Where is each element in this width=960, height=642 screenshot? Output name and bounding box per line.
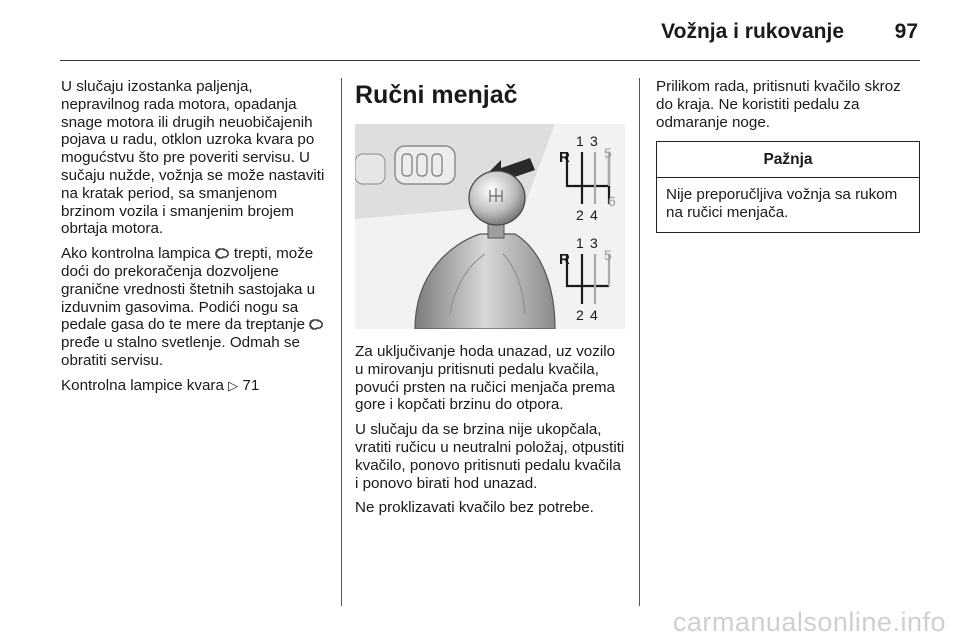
- shift-label-6: 6: [608, 193, 616, 209]
- column-divider-left: [341, 78, 342, 606]
- column-right: [656, 78, 920, 233]
- reference-arrow-icon: ▷: [228, 377, 239, 393]
- gear-knob: [469, 171, 525, 225]
- shift-label-1: 1: [576, 235, 584, 251]
- column-divider-right: [639, 78, 640, 606]
- engine-check-lamp-icon: [215, 247, 230, 259]
- chapter-title: Vožnja i rukovanje: [661, 20, 844, 43]
- shift-label-2: 2: [576, 307, 584, 323]
- notice-title: Pažnja: [657, 142, 919, 178]
- paragraph-text: Ako kontrolna lampica: [61, 245, 211, 263]
- shift-label-5: 5: [604, 145, 612, 161]
- column-middle: [355, 78, 625, 524]
- paragraph-text: pređe u stalno svetlenje. Odmah se obratiti servisu.: [61, 334, 300, 369]
- paragraph-clutch-slip: Ne proklizavati kvačilo bez potrebe.: [355, 499, 594, 517]
- watermark: carmanualsonline.info: [672, 607, 946, 637]
- paragraph-gear-not-engaged: U slučaju da se brzina nije ukopčala, vratiti ručicu u neutralni položaj, otpustiti kvačilo, ponovo pritisnuti pedalu kvačila i ponovo birati hod unazad.: [355, 421, 625, 492]
- paragraph-misfire: U slučaju izostanka paljenja, nepravilnog rada motora, opadanja snage motora ili drugih neuobičajenih pojava u radu, otklon uzroka kvara po mogućstvu što pre poveriti servisu. U sučaju nužde, vožnja se može nastaviti na kratak period, sa smanjenom brzinom vozila i smanjenim brojem obrtaja motora.: [61, 78, 325, 238]
- caution-notice-box: [656, 141, 920, 232]
- paragraph-text: trepti, može doći do prekoračenja dozvoljene granične vrednosti štetnih sastojaka u izduvnim gasovima. Podići nogu sa pedale gasa do te mere da treptanje: [61, 245, 316, 334]
- engine-check-lamp-icon: [309, 318, 324, 330]
- column-left: [61, 78, 331, 402]
- shift-label-reverse: R: [559, 251, 570, 268]
- paragraph-clutch-usage: Prilikom rada, pritisnuti kvačilo skroz do kraja. Ne koristiti pedalu za odmaranje noge.: [656, 78, 901, 131]
- paragraph-warning-lamp: [61, 245, 331, 370]
- page-number: 97: [894, 20, 918, 43]
- reference-page[interactable]: 71: [242, 376, 260, 394]
- reference-text: Kontrolna lampice kvara: [61, 376, 224, 394]
- gear-shift-illustration: [355, 124, 625, 329]
- shift-label-4: 4: [590, 307, 598, 323]
- paragraph-reverse-gear: Za uključivanje hoda unazad, uz vozilo u mirovanju pritisnuti pedalu kvačila, povući prsten na ručici menjača prema gore i kopčati brzinu do otpora.: [355, 343, 616, 414]
- shift-label-3: 3: [590, 133, 598, 149]
- shift-label-3: 3: [590, 235, 598, 251]
- shift-label-5: 5: [604, 247, 612, 263]
- section-title: Ručni menjač: [355, 81, 518, 109]
- page-header: [60, 0, 920, 62]
- paragraph-cross-reference: [61, 377, 331, 395]
- shift-label-reverse: R: [559, 149, 570, 166]
- shift-label-4: 4: [590, 207, 598, 223]
- shift-label-1: 1: [576, 133, 584, 149]
- notice-body: Nije preporučljiva vožnja sa rukom na ručici menjača.: [666, 186, 898, 221]
- console-vent: [395, 146, 455, 184]
- header-divider: [60, 60, 920, 61]
- shift-label-2: 2: [576, 207, 584, 223]
